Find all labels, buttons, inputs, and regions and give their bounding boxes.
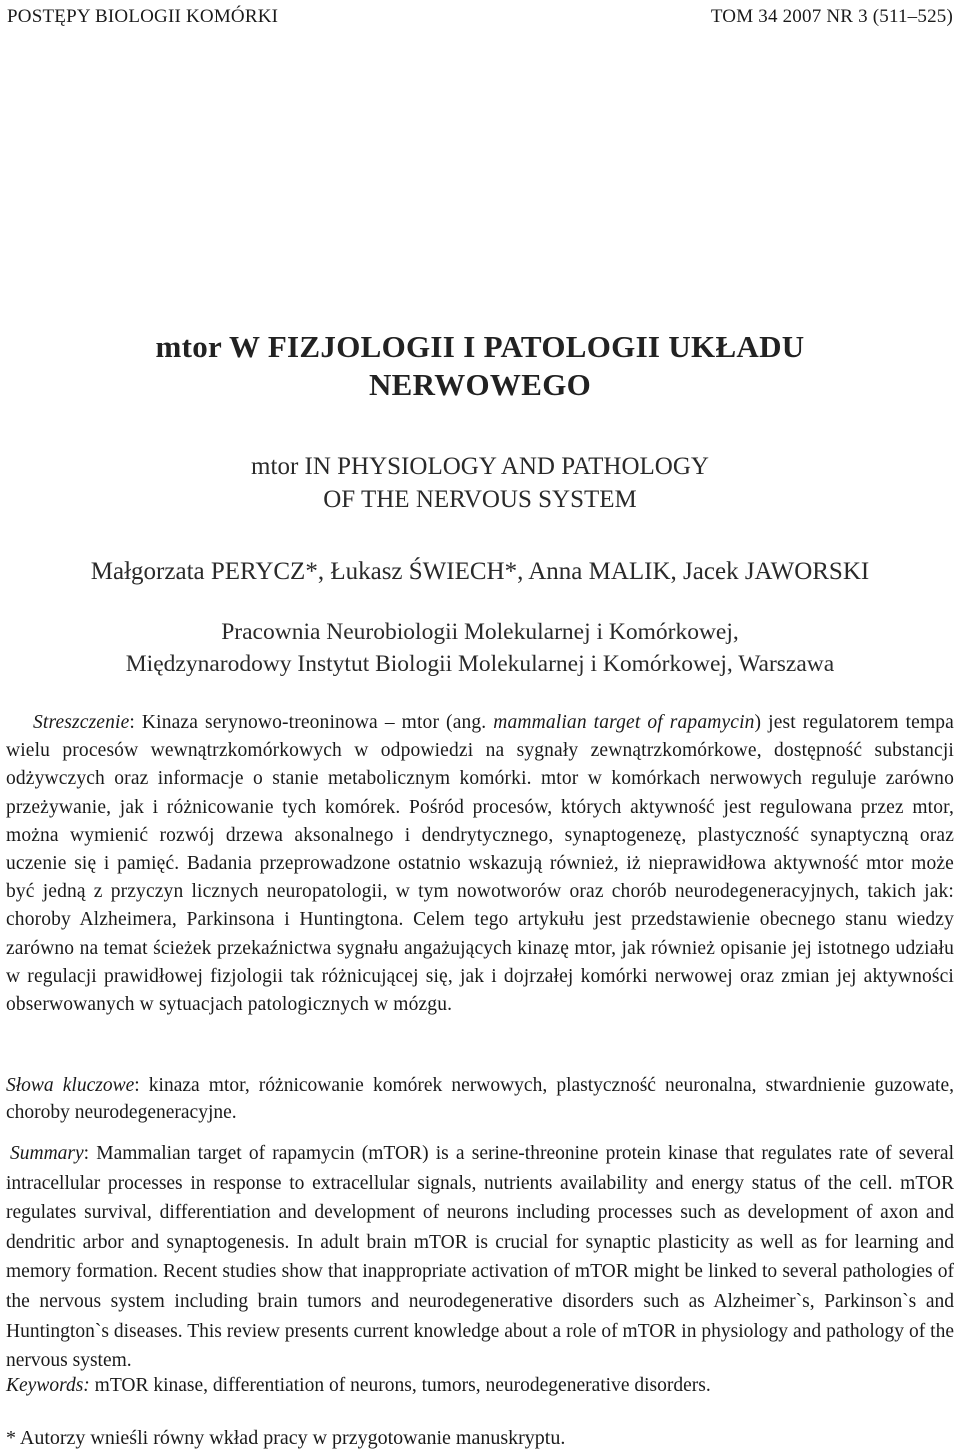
article-title-english-line-2: OF THE NERVOUS SYSTEM [323,486,637,513]
abstract-polish-text-a: : Kinaza serynowo-treoninowa – mtor (ang. [129,712,494,733]
abstract-polish-text-b: ) jest regulatorem tempa wielu procesów wewnątrzkomórkowych w odpowiedzi na sygnały zewnątrzkomórkowe, dostępność substancji odżywczych oraz informacje o stanie metabolicznym komórki. mtor w komórkach nerwowych reguluje zarówno przeżywanie, jak i różnicowanie tych komórek. Pośród procesów, których aktywność jest regulowana przez mtor, można wymienić rozwój drzewa aksonalnego i dendrytycznego, synaptogenezę, plastyczność synaptyczną oraz uczenie się i pamięć. Badania przeprowadzone ostatnio wskazują również, iż nieprawidłowa aktywność mtor może być jedną z przyczyn licznych neuropatologii, w tym nowotworów oraz chorób neurodegeneracyjnych, takich jak: choroby Alzheimera, Parkinsona i Huntingtona. Celem tego artykułu jest przedstawienie obecnego stanu wiedzy zarówno na temat ścieżek przekaźnictwa sygnału angażujących kinazę mtor, jak również opisanie jej istotnego udziału w regulacji prawidłowej fizjologii tak różnicującej się, jak i dojrzałej komórki nerwowej oraz zmian jej aktywności obserwowanych w sytuacjach patologicznych w mózgu. [6,712,954,1016]
abstract-polish [6,709,954,1019]
affiliation [10,616,950,680]
summary-english-text: : Mammalian target of rapamycin (mTOR) is a serine-threonine protein kinase that regulates rate of several intracellular processes in response to extracellular signals, nutrients availability and energy status of the cell. mTOR regulates survival, differentiation and development of neurons including processes such as development of axon and dendritic arbor and synaptogenesis. In adult brain mTOR is crucial for synaptic plasticity as well as for learning and memory formation. Recent studies show that inappropriate activation of mTOR might be linked to several pathologies of the nervous system including brain tumors and neurodegenerative disorders such as Alzheimer`s, Parkinson`s and Huntington`s diseases. This review presents current knowledge about a role of mTOR in physiology and pathology of the nervous system. [6,1143,954,1372]
keywords-polish [6,1073,954,1126]
summary-english [6,1139,954,1376]
article-title-english-line-1: mtor IN PHYSIOLOGY AND PATHOLOGY [251,453,709,480]
article-title-line-1: mtor W FIZJOLOGII I PATOLOGII UKŁADU [155,329,805,364]
keywords-polish-text: : kinaza mtor, różnicowanie komórek nerwowych, plastyczność neuronalna, stwardnienie guzowate, choroby neurodegeneracyjne. [6,1075,954,1123]
footnote: * Autorzy wnieśli równy wkład pracy w przygotowanie manuskryptu. [6,1427,566,1449]
abstract-polish-italic-term: mammalian target of rapamycin [493,712,755,733]
journal-name: POSTĘPY BIOLOGII KOMÓRKI [7,6,279,27]
issue-info: TOM 34 2007 NR 3 (511–525) [710,6,953,27]
affiliation-line-1: Pracownia Neurobiologii Molekularnej i Komórkowej, [221,619,739,645]
summary-english-label: Summary [10,1143,84,1164]
article-title-line-2: NERWOWEGO [368,367,592,402]
keywords-english-label: Keywords: [6,1375,90,1396]
author-list: Małgorzata PERYCZ*, Łukasz ŚWIECH*, Anna MALIK, Jacek JAWORSKI [90,558,870,585]
article-title-english [20,450,940,516]
keywords-english-text: mTOR kinase, differentiation of neurons, tumors, neurodegenerative disorders. [89,1375,711,1396]
running-head [7,6,953,32]
keywords-english [6,1372,954,1400]
article-title [20,328,940,404]
affiliation-line-2: Międzynarodowy Instytut Biologii Molekularnej i Komórkowej, Warszawa [125,651,835,677]
keywords-polish-label: Słowa kluczowe [6,1075,135,1096]
abstract-polish-label: Streszczenie [33,712,130,733]
